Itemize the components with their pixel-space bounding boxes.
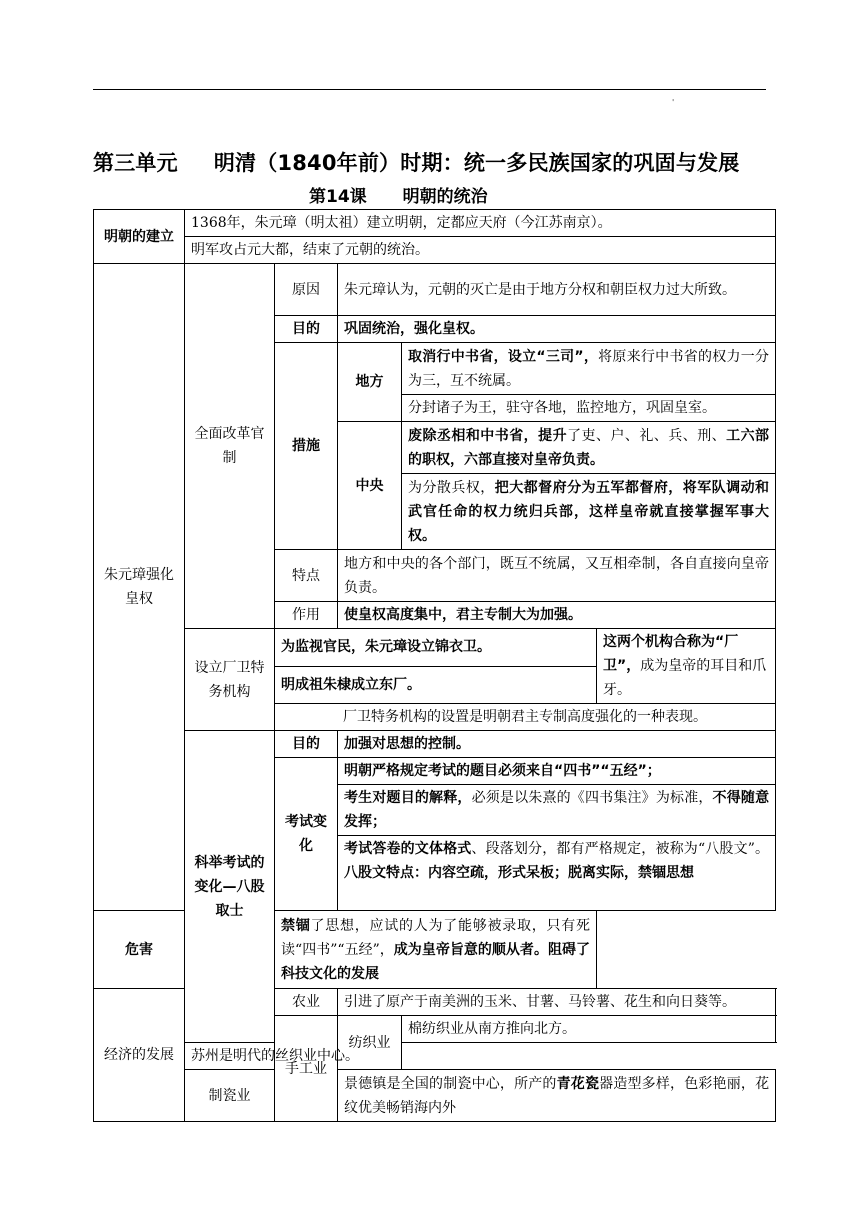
porcelain-label: 制瓷业: [185, 1070, 275, 1122]
central-measure-2: [402, 474, 776, 550]
lesson-name: 明朝的统治: [402, 187, 488, 207]
porcelain-c: 器造型多样，色彩艳丽，花纹优美畅销海内外: [344, 1075, 770, 1116]
unit-title: [93, 147, 773, 177]
exam-change-3: [338, 836, 775, 910]
textile-1: 棉纺织业从南方推向北方。: [402, 1016, 776, 1043]
exam-change-2-a: 考生对题目的解释，: [344, 790, 472, 806]
exam-purpose-label: 目的: [275, 731, 338, 758]
exam-change-label: 考试变化: [275, 758, 338, 911]
handicraft-label: 手工业: [275, 1016, 338, 1122]
outline-table: [93, 209, 776, 1122]
exam-change-3-b: 、段落划分，都有严格规定，被称为“八股文”。: [471, 841, 770, 857]
central-measure-1-a: 废除丞相和中书省，提升: [408, 427, 568, 444]
founding-row-2: 明军攻占元大都，结束了元朝的统治。: [185, 237, 776, 264]
unit-number: 第三单元: [93, 151, 178, 175]
central-measure-2-b: 把大都督府分为五军都督府，将军队调动和武官任命的权力统归兵部，这样皇帝就直接掌握军事大权。: [408, 479, 770, 544]
local-measure-1-rest: 将原来行中书省的权力一分为三，互不统属。: [408, 348, 770, 389]
founding-label: 明朝的建立: [94, 210, 185, 264]
local-measure-2: 分封诸子为王，驻守各地，监控地方，巩固皇室。: [402, 395, 776, 422]
exam-label: 科举考试的变化—八股取士: [185, 731, 275, 1043]
changwei-combined-a: 这两个机构合称为“厂卫”，: [603, 634, 739, 674]
feature-text: 地方和中央的各个部门，既互不统属，又互相牵制，各自直接向皇帝负责。: [338, 550, 776, 602]
exam-harm-label: 危害: [94, 911, 185, 989]
exam-harm-text: [275, 911, 597, 989]
header-rule: [93, 89, 766, 90]
exam-change-3-a: 考试答卷的文体格式: [344, 841, 472, 857]
jinyiwei-text: 为监视官民，朱元璋设立锦衣卫。: [275, 629, 597, 667]
feature-label: 特点: [275, 550, 338, 602]
exam-change-2-c: 不得随意发挥；: [344, 790, 770, 830]
changwei-combined-b: 成为皇帝的耳目和爪牙。: [603, 658, 767, 698]
central-measure-1-b: 了吏、户、礼、兵、刑、: [567, 427, 727, 444]
reform-label: 全面改革官制: [185, 264, 275, 629]
effect-text: 使皇权高度集中，君主专制大为加强。: [338, 602, 776, 629]
central-measure-2-a: 为分散兵权，: [408, 479, 495, 496]
founding-row-1: 1368年，朱元璋（明太祖）建立明朝，定都应天府（今江苏南京）。: [185, 210, 776, 237]
textile-label: 纺织业: [338, 1016, 402, 1070]
textile-2: 苏州是明代的丝织业中心。: [185, 1043, 402, 1070]
exam-change-cell: [338, 758, 776, 911]
agri-text: 引进了原产于南美洲的玉米、甘薯、马铃薯、花生和向日葵等。: [338, 989, 776, 1016]
porcelain-b: 青花瓷: [556, 1075, 600, 1092]
exam-harm-b: 了思想，应试的人为了能够被录取，只有死读“四书”“五经”，: [281, 917, 590, 958]
lesson-number: 第14课: [309, 187, 367, 207]
local-label: 地方: [338, 343, 402, 422]
changwei-summary: 厂卫特务机构的设置是明朝君主专制高度强化的一种表现。: [275, 704, 776, 731]
exam-harm-c: 成为皇帝旨意的顺从者。阻碍了科技文化的发展: [281, 941, 590, 982]
porcelain-a: 景德镇是全国的制瓷中心，所产的: [344, 1075, 557, 1092]
measures-label: 措施: [275, 343, 338, 550]
header-mark: ': [672, 98, 675, 107]
changwei-label: 设立厂卫特务机构: [185, 629, 275, 731]
unit-name: 明清（1840年前）时期：统一多民族国家的巩固与发展: [213, 151, 740, 175]
central-label: 中央: [338, 422, 402, 550]
exam-change-1: 明朝严格规定考试的题目必须来自“四书”“五经”；: [338, 758, 775, 785]
exam-change-3-c: 八股文特点：内容空疏，形式呆板；脱离实际，禁锢思想: [344, 865, 694, 881]
dongchang-text: 明成祖朱棣成立东厂。: [275, 666, 597, 704]
lesson-title: [309, 182, 488, 207]
reform-purpose-text: 巩固统治，强化皇权。: [338, 316, 776, 343]
central-measure-1: [402, 422, 776, 474]
exam-purpose-text: 加强对思想的控制。: [338, 731, 776, 758]
reason-text: 朱元璋认为，元朝的灭亡是由于地方分权和朝臣权力过大所致。: [338, 264, 776, 316]
exam-change-2-b: 必须是以朱熹的《四书集注》为标准，: [471, 790, 713, 806]
zhu-label: 朱元璋强化皇权: [94, 264, 185, 911]
reform-purpose-label: 目的: [275, 316, 338, 343]
changwei-combined: [597, 629, 776, 704]
agri-label: 农业: [275, 989, 338, 1016]
local-measure-1: [402, 343, 776, 395]
reason-label: 原因: [275, 264, 338, 316]
exam-change-2: [338, 785, 775, 836]
exam-harm-a: 禁锢: [281, 917, 311, 934]
central-measure-1-c: 工六部的职权，六部直接对皇帝负责。: [408, 427, 770, 468]
porcelain-text: [338, 1070, 776, 1122]
local-measure-1-bold: 取消行中书省，设立“三司”，: [408, 348, 599, 365]
effect-label: 作用: [275, 602, 338, 629]
economy-label: 经济的发展: [94, 989, 185, 1122]
